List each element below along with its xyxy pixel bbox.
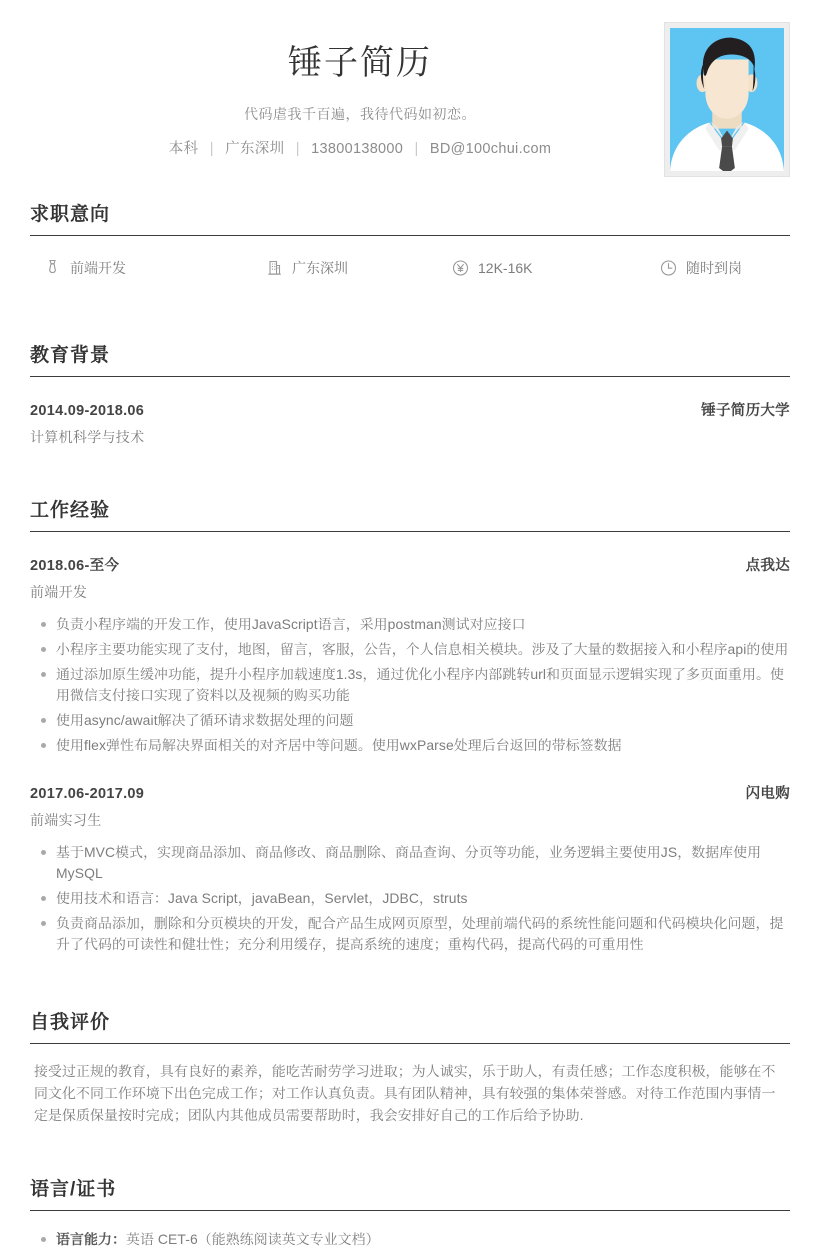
resume-header	[30, 0, 790, 195]
language-list	[30, 1229, 790, 1250]
experience-entry	[30, 536, 790, 756]
entry-date: 2014.09-2018.06	[30, 403, 145, 419]
intention-item-salary	[410, 258, 600, 278]
spacer	[30, 304, 790, 336]
section-title-education: 教育背景	[30, 345, 111, 366]
contact-email: BD@100chui.com	[429, 141, 552, 157]
entry-role: 前端开发	[30, 584, 88, 600]
contact-separator: |	[295, 141, 300, 157]
tie-icon	[44, 259, 61, 277]
user-photo-icon	[670, 28, 784, 171]
entry-header	[30, 782, 790, 803]
intention-item-location	[220, 258, 410, 278]
intention-label: 随时到岗	[686, 260, 742, 276]
entry-header	[30, 399, 790, 420]
section-divider	[30, 1210, 790, 1211]
entry-date: 2018.06-至今	[30, 558, 120, 574]
entry-date: 2017.06-2017.09	[30, 786, 145, 802]
avatar-frame	[664, 22, 790, 177]
contact-line	[30, 137, 690, 161]
list-item: 负责商品添加，删除和分页模块的开发，配合产品生成网页原型，处理前端代码的系统性能问题和代码模块化问题，提升了代码的可读性和健壮性；充分利用缓存，提高系统的速度；重构代码，提高代码的可重用性	[30, 913, 790, 955]
entry-major: 计算机科学与技术	[30, 429, 145, 445]
contact-separator: |	[209, 141, 214, 157]
page-title: 锤子简历	[288, 44, 432, 82]
section-language	[30, 1174, 790, 1250]
section-title-language: 语言/证书	[30, 1179, 117, 1200]
section-experience	[30, 495, 790, 955]
contact-education: 本科	[168, 141, 199, 157]
experience-bullet-list	[30, 614, 790, 756]
entry-company: 闪电购	[745, 786, 790, 802]
experience-bullet-list	[30, 842, 790, 955]
spacer	[30, 447, 790, 491]
list-item: 负责小程序端的开发工作，使用JavaScript语言，采用postman测试对应接口	[30, 614, 790, 635]
section-title-self-evaluation: 自我评价	[30, 1012, 111, 1033]
section-divider	[30, 376, 790, 377]
list-item: 使用技术和语言：Java Script，javaBean，Servlet，JDBC，struts	[30, 888, 790, 909]
language-value: 英语 CET-6（能熟练阅读英文专业文档）	[125, 1231, 380, 1247]
entry-role: 前端实习生	[30, 812, 102, 828]
list-item: 使用async/await解决了循环请求数据处理的问题	[30, 710, 790, 731]
list-item: 使用flex弹性布局解决界面相关的对齐居中等问题。使用wxParse处理后台返回的带标签数据	[30, 735, 790, 756]
header-slogan: 代码虐我千百遍，我待代码如初恋。	[244, 106, 476, 122]
section-divider	[30, 1043, 790, 1044]
yuan-icon	[452, 259, 469, 277]
entry-company: 点我达	[745, 558, 790, 574]
language-label: 语言能力：	[56, 1231, 126, 1247]
section-education	[30, 340, 790, 447]
entry-header	[30, 554, 790, 575]
spacer	[30, 1126, 790, 1170]
section-intention	[30, 199, 790, 304]
education-entry	[30, 381, 790, 447]
spacer	[30, 959, 790, 1003]
intention-label: 12K-16K	[478, 260, 533, 276]
contact-phone: 13800138000	[311, 141, 404, 157]
experience-entry	[30, 760, 790, 955]
section-title-intention: 求职意向	[30, 204, 111, 225]
section-divider	[30, 235, 790, 236]
list-item: 小程序主要功能实现了支付，地图，留言，客服，公告，个人信息相关模块。涉及了大量的数据接入和小程序api的使用	[30, 639, 790, 660]
intention-items	[30, 240, 790, 304]
list-item	[30, 1229, 790, 1250]
section-self-evaluation	[30, 1007, 790, 1126]
section-divider	[30, 531, 790, 532]
self-evaluation-text: 接受过正规的教育，具有良好的素养，能吃苦耐劳学习进取；为人诚实，乐于助人，有责任感；工作态度积极，能够在不同文化不同工作环境下出色完成工作；对工作认真负责。具有团队精神，具有较强的集体荣誉感。对待工作范围内事情一定是保质保量按时完成；团队内其他成员需要帮助时，我会安排好自己的工作后给予协助.	[34, 1063, 776, 1123]
building-icon	[266, 259, 283, 277]
entry-school: 锤子简历大学	[701, 403, 790, 419]
section-title-experience: 工作经验	[30, 500, 111, 521]
contact-separator: |	[414, 141, 419, 157]
list-item: 通过添加原生缓冲功能，提升小程序加载速度1.3s，通过优化小程序内部跳转url和页面显示逻辑实现了多页面重用。使用微信支付接口实现了资料以及视频的购买功能	[30, 664, 790, 706]
contact-location: 广东深圳	[225, 141, 285, 157]
intention-label: 广东深圳	[292, 260, 348, 276]
intention-item-availability	[600, 258, 790, 278]
clock-icon	[660, 259, 677, 277]
list-item: 基于MVC模式，实现商品添加、商品修改、商品删除、商品查询、分页等功能，业务逻辑主要使用JS，数据库使用MySQL	[30, 842, 790, 884]
header-text-block	[30, 40, 690, 161]
intention-item-position	[30, 258, 220, 278]
intention-label: 前端开发	[70, 260, 126, 276]
